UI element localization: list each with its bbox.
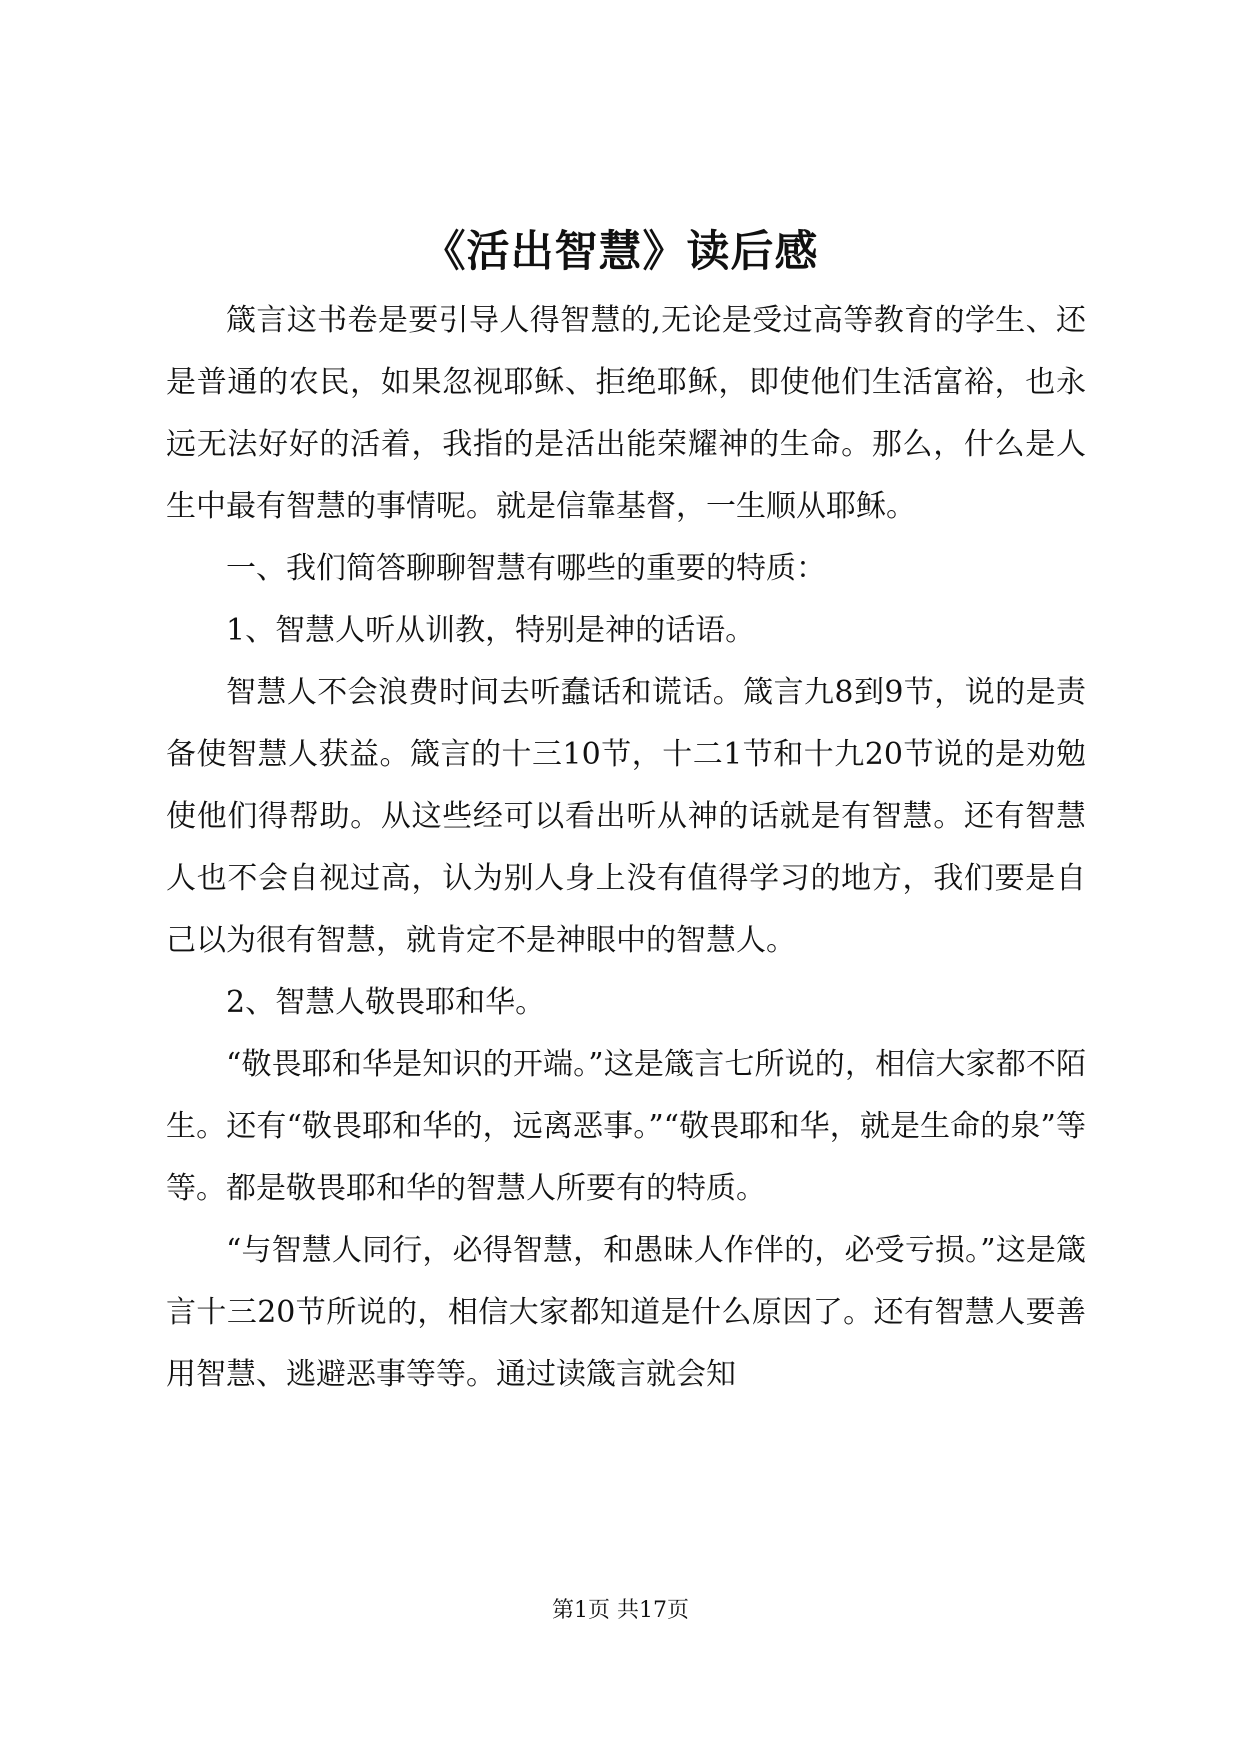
paragraph-section-heading: 一、我们简答聊聊智慧有哪些的重要的特质：: [226, 551, 826, 586]
paragraph-intro: 箴言这书卷是要引导人得智慧的,无论是受过高等教育的学生、还是普通的农民，如果忽视耶稣、拒绝耶稣，即使他们生活富裕，也永远无法好好的活着，我指的是活出能荣耀神的生命。那么，什么是人生中最有智慧的事情呢。就是信靠基督，一生顺从耶稣。: [166, 303, 1086, 524]
paragraph-point-2-continued: “与智慧人同行，必得智慧，和愚昧人作伴的，必受亏损。”这是箴言十三20节所说的，相信大家都知道是什么原因了。还有智慧人要善用智慧、逃避恶事等等。通过读箴言就会知: [166, 1233, 1086, 1392]
page-number-footer: 第1页 共17页: [552, 1598, 689, 1623]
paragraph-point-1-heading: 1、智慧人听从训教，特别是神的话语。: [226, 613, 756, 648]
paragraph-point-1-body: 智慧人不会浪费时间去听蠢话和谎话。箴言九8到9节，说的是责备使智慧人获益。箴言的十三10节，十二1节和十九20节说的是劝勉使他们得帮助。从这些经可以看出听从神的话就是有智慧。还有智慧人也不会自视过高，认为别人身上没有值得学习的地方，我们要是自己以为很有智慧，就肯定不是神眼中的智慧人。: [166, 675, 1086, 958]
paragraph-point-2-body: “敬畏耶和华是知识的开端。”这是箴言七所说的，相信大家都不陌生。还有“敬畏耶和华的，远离恶事。”“敬畏耶和华，就是生命的泉”等等。都是敬畏耶和华的智慧人所要有的特质。: [166, 1047, 1086, 1206]
document-title: 《活出智慧》读后感: [422, 227, 819, 277]
document-body: [166, 290, 1086, 1406]
paragraph-point-2-heading: 2、智慧人敬畏耶和华。: [226, 985, 546, 1020]
